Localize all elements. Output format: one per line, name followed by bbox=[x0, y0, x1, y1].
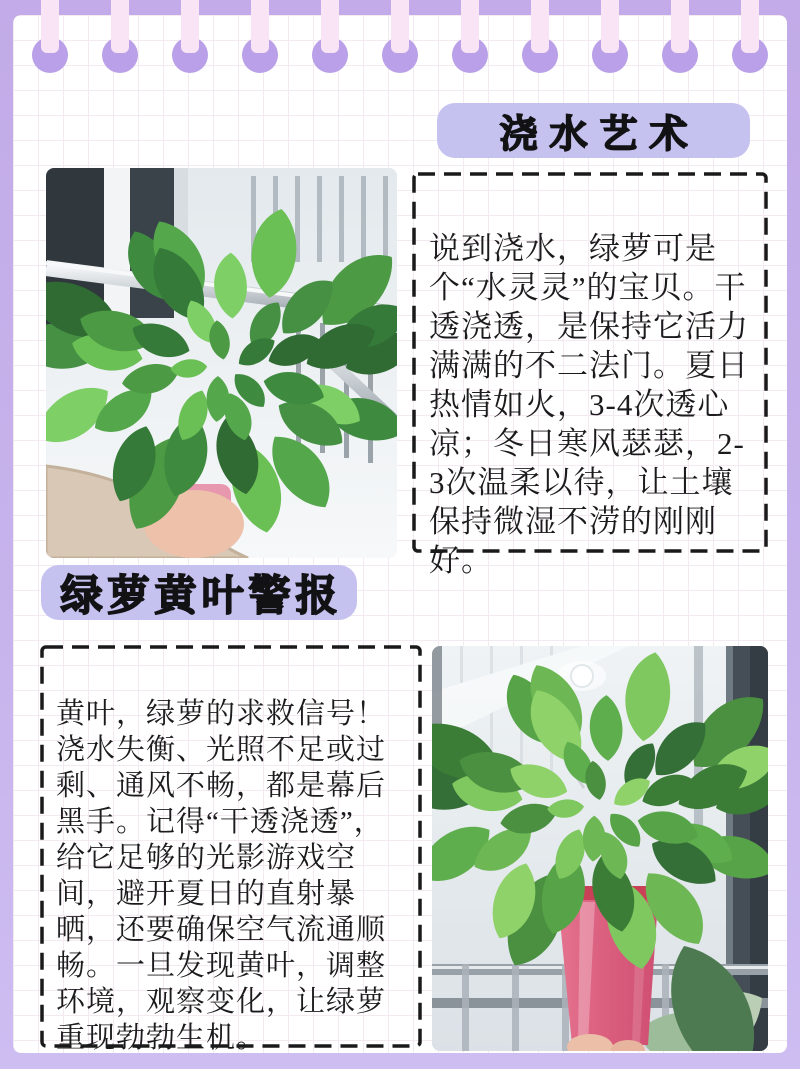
binder-ring-strap bbox=[181, 0, 199, 53]
watering-note-box bbox=[412, 172, 768, 578]
photo-pothos-red-pot bbox=[432, 646, 768, 1051]
photo-pothos-balcony-illustration bbox=[46, 168, 397, 558]
section-title-badge-watering-art bbox=[437, 103, 750, 158]
section-title-yellow-leaf-alert: 绿萝黄叶警报 bbox=[60, 571, 343, 619]
binder-ring-strap bbox=[461, 0, 479, 53]
binder-ring-strap bbox=[601, 0, 619, 53]
binder-ring-strap bbox=[41, 0, 59, 53]
binder-ring-strap bbox=[531, 0, 549, 53]
yellow-leaf-note-text: 黄叶，绿萝的求救信号！浇水失衡、光照不足或过剩、通风不畅，都是幕后黑手。记得“干透浇透”，给它足够的光影游戏空间，避开夏日的直射暴晒，还要确保空气流通顺畅。一旦发现黄叶，调整环境，观察变化，让绿萝重现勃勃生机。 bbox=[56, 698, 387, 1054]
photo-pothos-balcony bbox=[46, 168, 397, 558]
binder-ring-strap bbox=[671, 0, 689, 53]
binder-ring-strap bbox=[111, 0, 129, 53]
binder-ring-strap bbox=[251, 0, 269, 53]
yellow-leaf-note-box bbox=[40, 645, 422, 1054]
binder-rings bbox=[0, 0, 800, 100]
section-title-badge-yellow-leaf-alert bbox=[41, 565, 357, 620]
binder-ring-strap bbox=[321, 0, 339, 53]
binder-ring-strap bbox=[741, 0, 759, 53]
watering-note-text: 说到浇水，绿萝可是个“水灵灵”的宝贝。干透浇透，是保持它活力满满的不二法门。夏日热情如火，3-4次透心凉；冬日寒风瑟瑟，2-3次温柔以待，让土壤保持微湿不涝的刚刚好。 bbox=[429, 231, 749, 578]
binder-ring-strap bbox=[391, 0, 409, 53]
section-title-watering-art: 浇水艺术 bbox=[499, 114, 700, 156]
photo-pothos-red-pot-illustration bbox=[432, 646, 768, 1051]
